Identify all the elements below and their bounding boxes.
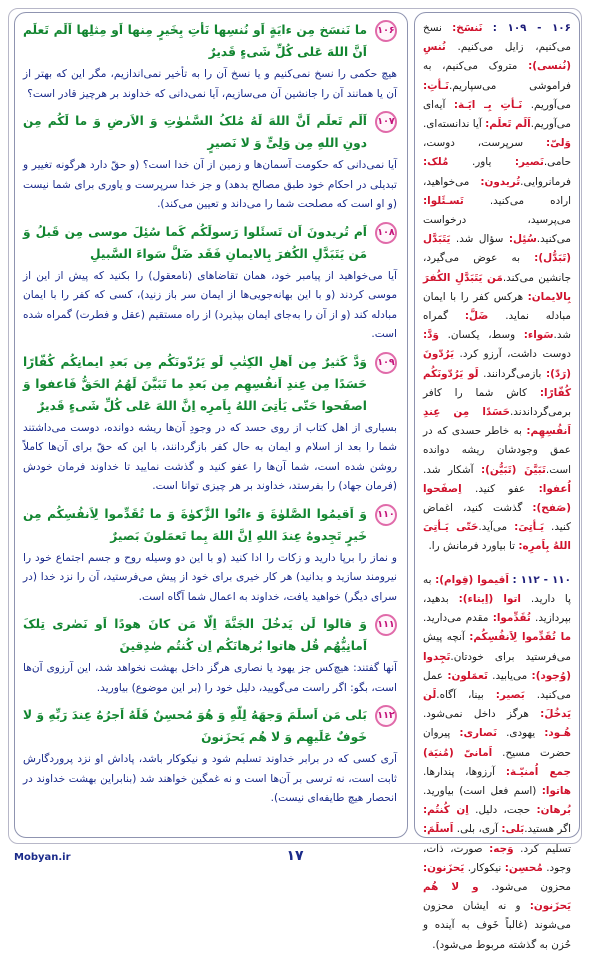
glossary-definition: هرگز داخل نمی‌شود. — [423, 708, 541, 721]
glossary-definition: به خاطر حسدی که در عمق وجودشان ریشه دوانده است. — [423, 425, 571, 476]
glossary-definition: کاش شما را کافر برمی‌گرداندند. — [423, 386, 571, 419]
glossary-definition: می‌خواهید، اراده می‌کنید. — [423, 175, 571, 207]
glossary-definition: بدهید، بپردازید. — [423, 592, 571, 625]
glossary-section-1 — [423, 19, 571, 557]
verse-number-badge: ۱۰۹ — [375, 352, 397, 374]
glossary-term: اَقیموا (قِوام): — [435, 573, 509, 586]
glossary-definition: آرزوها، پندارها. — [423, 765, 506, 778]
glossary-term: اَسلَمَ: — [423, 823, 454, 836]
verse-list — [23, 19, 397, 809]
glossary-definition: آیه‌ای می‌آوریم. — [423, 98, 571, 131]
glossary-term: اُعفوا: — [538, 482, 571, 495]
glossary-definition: می‌آید. — [478, 521, 515, 534]
glossary-term: تَسـئَلوا: — [423, 194, 464, 207]
verse-text: وَ قالوا لَن یَدخُلَ الجَنَّةَ اِلّا مَن کانَ هودًا اَو نَصٰری تِلکَ اَمانِیُّهُم قُل هاتوا بُرهانَکُم اِن کُنتُم صٰدِقینَ — [23, 617, 367, 653]
glossary-term: سَواء: — [523, 329, 554, 342]
glossary-term: نَـأتِ بِـ ایَـة: — [453, 98, 523, 111]
glossary-term: اِصفَحوا (صَفح): — [423, 482, 571, 515]
glossary-definition: و نه ایشان محزون می‌شوند (غالباً خَوف به آینده و حُزن به گذشته مربوط می‌شود). — [423, 900, 571, 951]
glossary-term: اَمانیّ (مُنیَة) جمع اُمنیّـة: — [423, 746, 571, 778]
glossary-term: تَبَیَّنَ (تَبَیُّن): — [480, 463, 546, 476]
verse-translation: آیا می‌خواهید از پیامبر خود، همان تقاضاهای (نامعقول) را بکنید که پیش از این از موسی کردند (و با این بهانه‌جویی‌ها از ایمان سر باز زنید)، کسی که کفر را با ایمان مبادله کند (و از آن را به‌جای ایمان بپذیرد) از راه مستقیم (عقل و فطرت) گمراه شده است. — [23, 269, 397, 340]
glossary-definition: اگر هستید. — [524, 823, 571, 836]
glossary-term: لَو یَرُدّونَکُم کُفّارًا: — [423, 367, 571, 399]
verse-text: ما نَنسَخ مِن ءایَةٍ اَو نُنسِها نَأتِ بِخَیرٍ مِنها اَو مِثلِها اَلَم تَعلَم اَنَّ اللهَ عَلی کُلِّ شَیءٍ قَدیرٌ — [23, 23, 367, 59]
glossary-term: و لا هُم یَحزَنون: — [423, 880, 571, 913]
verse-text: وَ اَقیمُوا الصَّلوٰةَ وَ ءاتُوا الزَّکوٰةَ وَ ما تُقَدِّموا لِاَنفُسِکُم مِن خَیرٍ تَجِدوهُ عِندَ اللهِ اِنَّ اللهَ بِما تَعمَلونَ بَصیرٌ — [23, 506, 367, 543]
glossary-term: نَنسَخ: — [452, 22, 483, 34]
glossary-definition: مقدم می‌دارید. — [423, 612, 493, 625]
glossary-definition: می‌پرسید، درخواست می‌کنید. — [423, 214, 571, 246]
glossary-definition: حجت، دلیل. — [468, 804, 537, 817]
verse-number-badge: ۱۱۲ — [375, 705, 397, 727]
glossary-definition: تا بیاورد فرمانش را. — [428, 540, 519, 553]
verse-number-badge: ۱۱۰ — [375, 504, 397, 526]
verses-panel — [14, 12, 408, 838]
glossary-definition: عفو کنید. — [461, 482, 539, 495]
glossary-definition: گمراه شد. — [423, 310, 571, 342]
verse-number-badge: ۱۱۱ — [375, 614, 397, 636]
verse-arabic — [23, 613, 397, 657]
glossary-term: تُقَدِّموا: — [492, 612, 531, 625]
glossary-definition: عمل می‌کنید. — [423, 669, 571, 701]
glossary-section-2 — [423, 571, 571, 955]
glossary-term: یَتَبَدَّل (تَبَدُّل): — [423, 233, 571, 265]
glossary-term: حَسَدًا مِن عِندِ اَنفُسِهِم: — [423, 406, 571, 438]
glossary-entries — [423, 574, 571, 951]
glossary-definition: هرکس کفر را با ایمان مبادله نماید. — [423, 290, 571, 323]
glossary-header: ۱۱۰ - ۱۱۲ : — [512, 573, 571, 586]
glossary-term: یَرُدّونَ (رَدّ): — [423, 348, 571, 380]
glossary-term: هاتوا: — [541, 784, 571, 797]
glossary-term: بُرهان: — [536, 804, 571, 817]
glossary-entries — [423, 22, 571, 552]
glossary-term: اِن کُنتُم: — [423, 804, 469, 817]
verse-arabic — [23, 110, 397, 154]
verse-translation: آیا نمی‌دانی که حکومت آسمان‌ها و زمین از آن خدا است؟ (و حقّ دارد هرگونه تغییر و تبدیلی در احکام خود طبق مصالح بدهد) و جز خدا سرپرست و یاوری برای شما نیست (و او است که مصلحت شما را می‌داند و تعیین می‌کند). — [23, 159, 397, 210]
glossary-definition: فرمانروایی. — [520, 175, 571, 188]
verse-translation: آری کسی که در برابر خداوند تسلیم شود و نیکوکار باشد، پاداش او نزد پروردگارش ثابت است، نه ترسی بر آن‌ها است و نه غمگین خواهند شد (بنابراین بهشت خداوند در انحصار هیچ طایفه‌ای نیست). — [23, 753, 397, 804]
verse-text: وَدَّ کَثیرٌ مِن اَهلِ الکِتٰبِ لَو یَرُدّونَکُم مِن بَعدِ ایمانِکُم کُفّارًا حَسَدًا مِن عِندِ اَنفُسِهِم مِن بَعدِ ما تَبَیَّنَ لَهُمُ الحَقُّ فَاعفوا وَ اصفَحوا حَتّی یَأتِیَ اللهُ بِاَمرِه اِنَّ اللهَ عَلی کُلِّ شَیءٍ قَدیرٌ — [23, 354, 367, 413]
glossary-term: هُـود: — [544, 727, 571, 740]
verse-arabic — [23, 19, 397, 63]
verse-translation: هیچ حکمی را نسخ نمی‌کنیم و یا نسخ آن را به تأخیر نمی‌اندازیم، مگر این که بهتر از آن یا همانند آن را جانشین آن می‌سازیم، آیا نمی‌دانی که خداوند بر هرچیز قادر است؟ — [23, 68, 397, 100]
glossary-term: حَتّی یَـأتِیَ اللهُ بِاَمرِه: — [423, 521, 571, 553]
glossary-definition: آیا ندانسته‌ای. — [423, 118, 486, 131]
glossary-term: بَلی: — [501, 823, 525, 836]
glossary-panel — [414, 12, 580, 951]
glossary-term: تُریدون: — [480, 175, 521, 188]
glossary-term: وَلیّ: — [545, 137, 571, 150]
glossary-definition: سرپرست، دوست، حامی. — [423, 137, 571, 169]
verse-arabic — [23, 704, 397, 748]
glossary-definition: سؤال شد. — [450, 233, 509, 246]
glossary-term: یَـأتِیَ: — [514, 521, 545, 534]
glossary-term: یَحزَنون: — [423, 861, 465, 874]
glossary-term: اَلَم تَعلَم: — [485, 118, 531, 131]
glossary-term: مَن یَتَبَدَّلِ الکُفرَ بِالایمان: — [423, 271, 571, 303]
glossary-term: سُئِل: — [508, 233, 537, 246]
glossary-term: مُحسِن: — [504, 861, 543, 874]
glossary-term: تَعمَلون: — [447, 669, 488, 682]
glossary-definition: گذشت کنید، اغماض کنید. — [423, 502, 571, 534]
glossary-term: نَصاری: — [459, 727, 498, 740]
glossary-definition: بینا، آگاه. — [436, 688, 496, 701]
glossary-definition: تسلیم کرد. — [513, 842, 571, 855]
verse-translation: آنها گفتند: هیچ‌کس جز یهود یا نصاری هرگز داخل بهشت نخواهد شد، این آرزوی آن‌ها است، بگو: اگر راست می‌گویید، دلیل خود را (بر این موضوع) بیاورید. — [23, 662, 397, 694]
verse-arabic — [23, 503, 397, 547]
glossary-term: نَـأتِ: — [423, 79, 449, 92]
verse-text: اَم تُریدونَ اَن تَسئَلوا رَسولَکُم کَما سُئِلَ موسی مِن قَبلُ وَ مَن یَتَبَدَّلِ الکُفرَ بِالایمانِ فَقَد ضَلَّ سَواءَ السَّبیلِ — [23, 224, 367, 261]
glossary-term: ما تُقَدِّموا لِاَنفُسِکُم: — [469, 631, 571, 644]
verse-number-badge: ۱۰۸ — [375, 222, 397, 244]
glossary-definition: پیروان حضرت مسیح. — [423, 727, 571, 759]
glossary-term: اتوا (اِیتاء): — [458, 592, 521, 605]
verse-arabic — [23, 221, 397, 265]
verse-arabic — [23, 351, 397, 417]
glossary-term: ضَلَّ: — [464, 310, 489, 323]
glossary-term: نُنسِ (نُنسی): — [423, 41, 571, 73]
verse-translation: بسیاری از اهل کتاب از روی حسد که در وجودِ آن‌ها ریشه دوانده، دوست می‌داشتند شما را بعد از اسلام و ایمان به حال کفر بازگردانند، با این که حقّ برای آن‌ها کاملاً روشن شده است، شما آن‌ها را عفو کنید و گذشت نمایید تا خداوند فرمان خودش (فرمان جهاد) را بفرستد، خداوند بر هر چیزی توانا است. — [23, 421, 397, 492]
glossary-definition: نسخ می‌کنیم، زایل می‌کنیم. — [423, 22, 571, 54]
glossary-definition: (اسم فعل است) بیاورید. — [423, 784, 542, 797]
glossary-definition: آری، بلی. — [453, 823, 502, 836]
page-number: ۱۷ — [286, 848, 304, 864]
glossary-definition: می‌یابید. — [487, 669, 532, 682]
glossary-definition: وسط، یکسان. — [438, 329, 524, 342]
glossary-term: تَجِدوا (وُجود): — [423, 650, 571, 682]
glossary-term: مُلک: — [423, 156, 449, 169]
glossary-term: لَن یَدخُلَ: — [423, 688, 571, 721]
glossary-definition: به عوض می‌گیرد، جانشین می‌کند. — [423, 252, 571, 284]
glossary-definition: می‌آوریم. — [522, 98, 571, 111]
verse-number-badge: ۱۰۷ — [375, 111, 397, 133]
verse-number-badge: ۱۰۶ — [375, 20, 397, 42]
glossary-definition: نیکوکار. — [464, 861, 505, 874]
glossary-definition: آشکار شد. — [423, 463, 481, 476]
glossary-definition: محزون می‌شود. — [478, 880, 571, 893]
glossary-definition: یهودی. — [497, 727, 545, 740]
glossary-header: ۱۰۶ - ۱۰۹ : — [492, 22, 571, 34]
glossary-definition: صورت، ذات، وجود. — [423, 842, 571, 874]
glossary-definition: متروک می‌کنیم، به فراموشی می‌سپاریم. — [423, 60, 571, 92]
glossary-definition: آنچه پیش می‌فرستید برای خودتان. — [423, 631, 571, 663]
verse-translation: و نماز را برپا دارید و زکات را ادا کنید (و با این دو وسیله روح و جسم اجتماع خود را نیرومند سازید و بدانید) هر کار خیری برای خود از پیش می‌فرستید، آن را نزد خدا (در سرای دیگر) خواهید یافت، خداوند به اعمال شما آگاه است. — [23, 551, 397, 603]
glossary-definition: یاور. — [448, 156, 515, 169]
glossary-term: نَصیر: — [514, 156, 544, 169]
glossary-term: وَجه: — [489, 842, 514, 855]
verse-text: بَلی مَن اَسلَمَ وَجهَهُ لِلّهِ وَ هُوَ مُحسِنٌ فَلَهُ اَجرُهُ عِندَ رَبِّهِ وَ لا خَوفٌ عَلَیهِم وَ لا هُم یَحزَنونَ — [23, 708, 367, 744]
glossary-term: وَدَّ: — [423, 329, 439, 342]
glossary-definition: به پا دارید. — [423, 573, 571, 605]
glossary-definition: دوست داشت، آرزو کرد. — [454, 348, 571, 361]
glossary-definition: بازمی‌گردانند. — [478, 367, 547, 380]
verse-text: اَلَم تَعلَم اَنَّ اللهَ لَهُ مُلکُ السَّمٰوٰتِ وَ الاَرضِ وَ ما لَکُم مِن دونِ اللهِ مِن وَلِیٍّ وَ لا نَصیرٍ — [23, 114, 367, 150]
glossary-term: بَصیر: — [495, 688, 525, 701]
site-watermark: Mobyan.ir — [14, 852, 71, 863]
